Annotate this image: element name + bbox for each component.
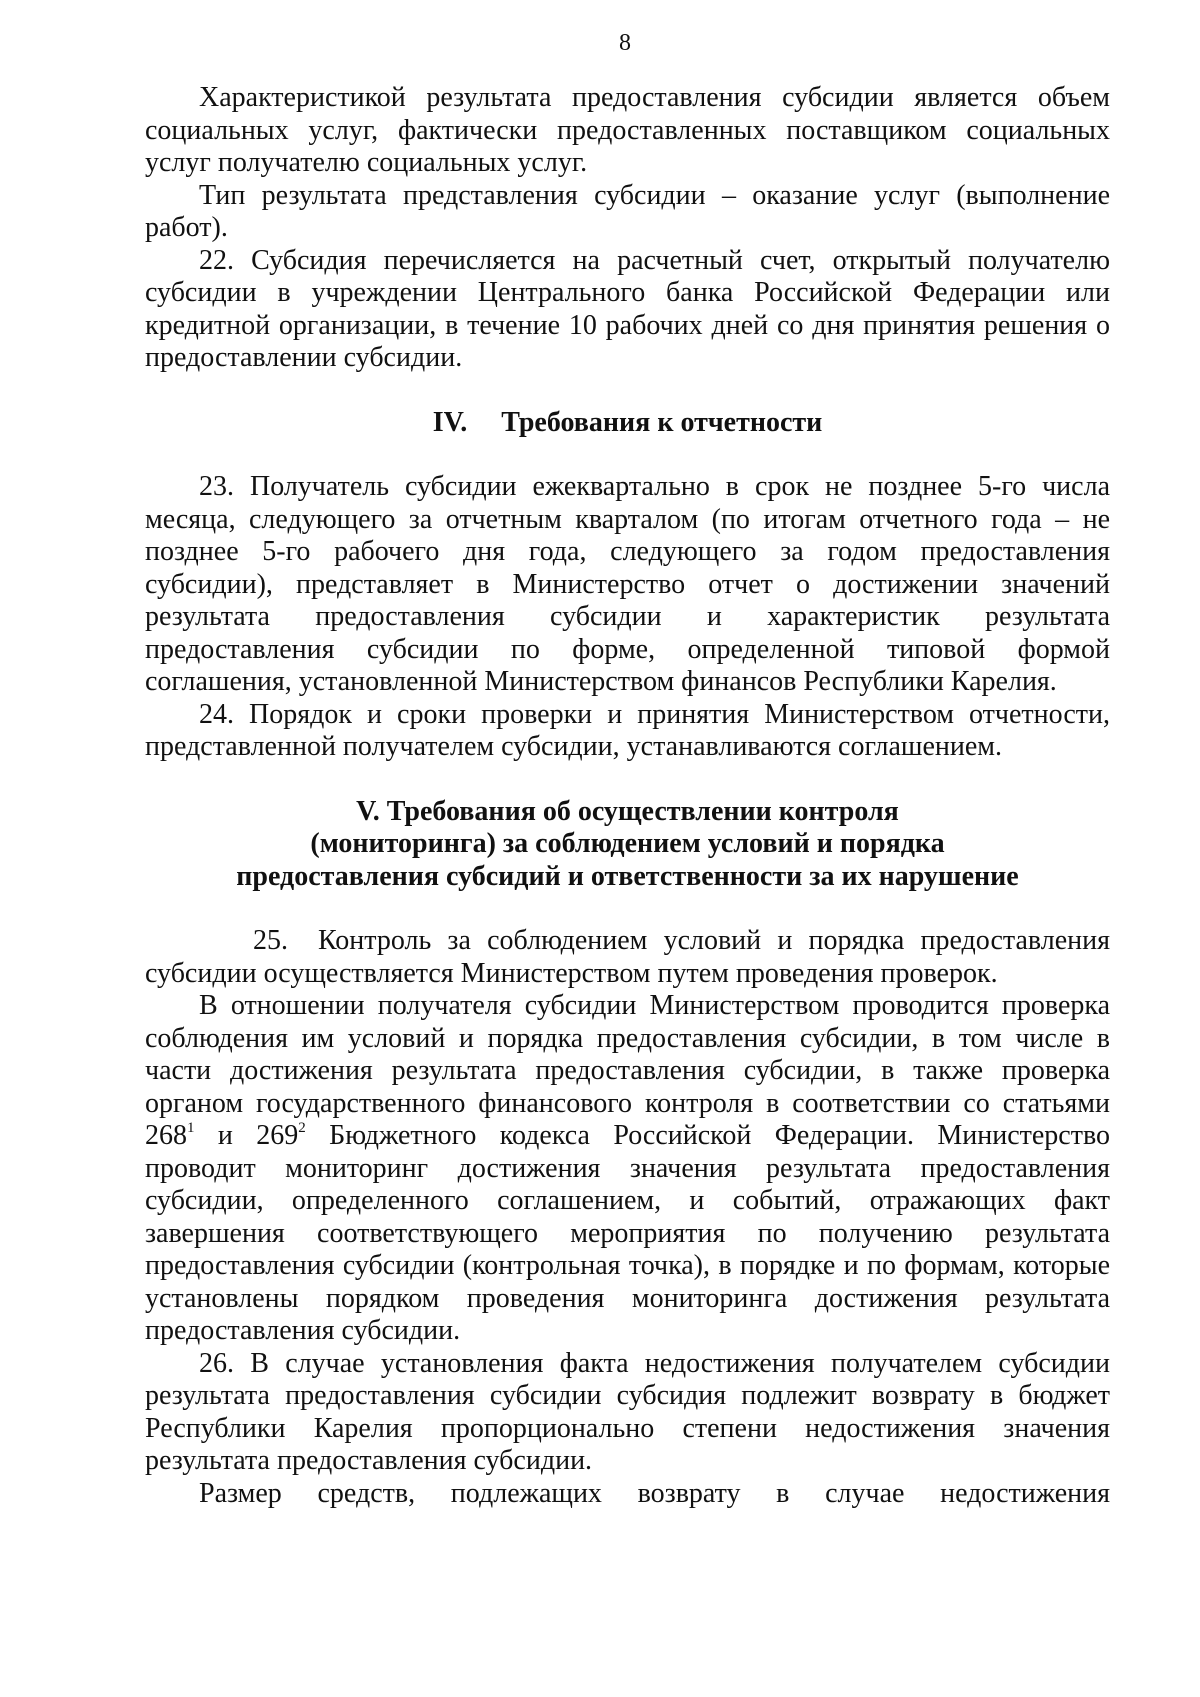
- section-v-title-line-2: (мониторинга) за соблюдением условий и порядка: [310, 828, 945, 859]
- paragraph-25-monitoring-part-1: В отношении получателя субсидии Министерством проводится проверка соблюдения им условий и порядка предоставления субсидии, в том числе в части достижения результата предоставления субсидии, в также проверка органом государственного финансового контроля в соответствии со статьями 268: [145, 990, 1110, 1151]
- paragraph-result-type: Тип результата представления субсидии – оказание услуг (выполнение работ).: [145, 179, 1110, 243]
- section-v-heading: [145, 796, 1110, 894]
- document-body: [145, 82, 1110, 1510]
- page-number: 8: [619, 30, 631, 56]
- paragraph-25: [145, 925, 1110, 990]
- paragraph-24: 24. Порядок и сроки проверки и принятия Министерством отчетности, представленной получателем субсидии, устанавливаются соглашением.: [145, 698, 1110, 762]
- paragraph-25-monitoring-part-3: Бюджетного кодекса Российской Федерации. Министерство проводит мониторинг достижения значения результата предоставления субсидии, определенного соглашением, и событий, отражающих факт завершения соответствующего мероприятия по получению результата предоставления субсидии (контрольная точка), в порядке и по формам, которые установлены порядком проведения мониторинга достижения результата предоставления субсидии.: [145, 1120, 1111, 1346]
- section-iv-title: Требования к отчетности: [501, 406, 823, 438]
- section-iv-heading: [145, 407, 1110, 440]
- paragraph-25-monitoring-part-2: и 269: [194, 1120, 299, 1151]
- superscript-1: 1: [187, 1120, 195, 1136]
- section-iv-number: IV.: [432, 406, 468, 438]
- paragraph-25-text: Контроль за соблюдением условий и порядка предоставления субсидии осуществляется Министерством путем проведения проверок.: [145, 925, 1110, 989]
- paragraph-22: 22. Субсидия перечисляется на расчетный счет, открытый получателю субсидии в учреждении Центрального банка Российской Федерации или кредитной организации, в течение 10 рабочих дней со дня принятия решения о предоставлении субсидии.: [145, 244, 1110, 373]
- paragraph-25-number: 25.: [253, 925, 288, 956]
- section-v-title-line-3: предоставления субсидий и ответственности за их нарушение: [236, 860, 1019, 892]
- superscript-2: 2: [298, 1120, 306, 1136]
- section-v-title-line-1: V. Требования об осуществлении контроля: [356, 795, 899, 827]
- paragraph-26: 26. В случае установления факта недостижения получателем субсидии результата предоставления субсидии субсидия подлежит возврату в бюджет Республики Карелия пропорционально степени недостижения значения результата предоставления субсидии.: [145, 1347, 1110, 1476]
- paragraph-25-monitoring: [145, 990, 1110, 1348]
- paragraph-23: 23. Получатель субсидии ежеквартально в срок не позднее 5-го числа месяца, следующего за отчетным кварталом (по итогам отчетного года – не позднее 5-го рабочего дня года, следующего за годом предоставления субсидии), представляет в Министерство отчет о достижении значений результата предоставления субсидии и характеристик результата предоставления субсидии по форме, определенной типовой формой соглашения, установленной Министерством финансов Республики Карелия.: [145, 471, 1110, 697]
- paragraph-refund-size: Размер средств, подлежащих возврату в случае недостижения: [199, 1477, 1110, 1509]
- paragraph-result-characteristic: Характеристикой результата предоставления субсидии является объем социальных услуг, фактически предоставленных поставщиком социальных услуг получателю социальных услуг.: [145, 82, 1110, 178]
